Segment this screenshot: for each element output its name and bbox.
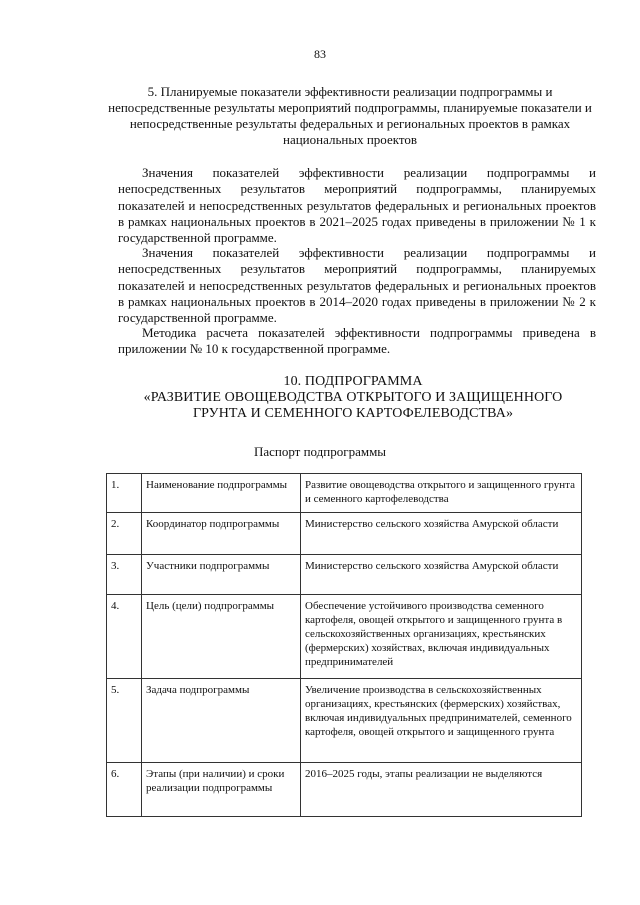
row-name: Координатор подпрограммы [142, 513, 301, 555]
subprogram-title [118, 374, 588, 422]
row-number: 4. [107, 595, 142, 679]
row-name: Участники подпрограммы [142, 555, 301, 595]
row-value: Министерство сельского хозяйства Амурской области [301, 513, 582, 555]
subprogram-title-line: 10. ПОДПРОГРАММА [283, 374, 423, 389]
paragraph [118, 245, 596, 326]
subprogram-title-line: ГРУНТА И СЕМЕННОГО КАРТОФЕЛЕВОДСТВА» [192, 406, 514, 421]
row-name: Этапы (при наличии) и сроки реализации подпрограммы [142, 763, 301, 817]
page-number: 83 [314, 47, 326, 61]
row-number: 2. [107, 513, 142, 555]
passport-table [106, 473, 582, 817]
passport-title: Паспорт подпрограммы [253, 444, 387, 459]
paragraph-text: Методика расчета показателей эффективности подпрограммы приведена в приложении № 10 к государственной программе. [118, 325, 596, 357]
row-number: 1. [107, 474, 142, 513]
section-heading: 5. Планируемые показатели эффективности реализации подпрограммы и непосредственные результаты мероприятий подпрограммы, планируемые показатели и непосредственные результаты федеральных и региональных проектов в рамках национальных проектов [108, 84, 592, 147]
table-row [107, 555, 582, 595]
row-value: Развитие овощеводства открытого и защищенного грунта и семенного картофелеводства [301, 474, 582, 513]
row-value: Увеличение производства в сельскохозяйственных организациях, крестьянских (фермерских) хозяйствах, включая индивидуальных предпринимателей, семенного картофеля, овощей открытого и защищенного грунта [301, 679, 582, 763]
row-number: 3. [107, 555, 142, 595]
subprogram-title-line: «РАЗВИТИЕ ОВОЩЕВОДСТВА ОТКРЫТОГО И ЗАЩИЩЕННОГО [143, 390, 563, 405]
row-number: 6. [107, 763, 142, 817]
table-row [107, 679, 582, 763]
row-number: 5. [107, 679, 142, 763]
table-row [107, 595, 582, 679]
row-name: Цель (цели) подпрограммы [142, 595, 301, 679]
paragraph-text: Значения показателей эффективности реализации подпрограммы и непосредственных результатов мероприятий подпрограммы, планируемых показателей и непосредственных результатов федеральных и региональных проектов в рамках национальных проектов в 2021–2025 годах приведены в приложении № 1 к государственной программе. [118, 165, 596, 246]
paragraph [118, 325, 596, 358]
row-name: Наименование подпрограммы [142, 474, 301, 513]
row-value: Министерство сельского хозяйства Амурской области [301, 555, 582, 595]
table-row [107, 513, 582, 555]
paragraph [118, 165, 596, 246]
row-name: Задача подпрограммы [142, 679, 301, 763]
row-value: 2016–2025 годы, этапы реализации не выделяются [301, 763, 582, 817]
table-row [107, 474, 582, 513]
table-row [107, 763, 582, 817]
paragraph-text: Значения показателей эффективности реализации подпрограммы и непосредственных результатов мероприятий подпрограммы, планируемых показателей и непосредственных результатов федеральных и региональных проектов в рамках национальных проектов в 2014–2020 годах приведены в приложении № 2 к государственной программе. [118, 245, 596, 326]
row-value: Обеспечение устойчивого производства семенного картофеля, овощей открытого и защищенного грунта в сельскохозяйственных организациях, крестьянских (фермерских) хозяйствах, включая индивидуальных предпринимателей [301, 595, 582, 679]
